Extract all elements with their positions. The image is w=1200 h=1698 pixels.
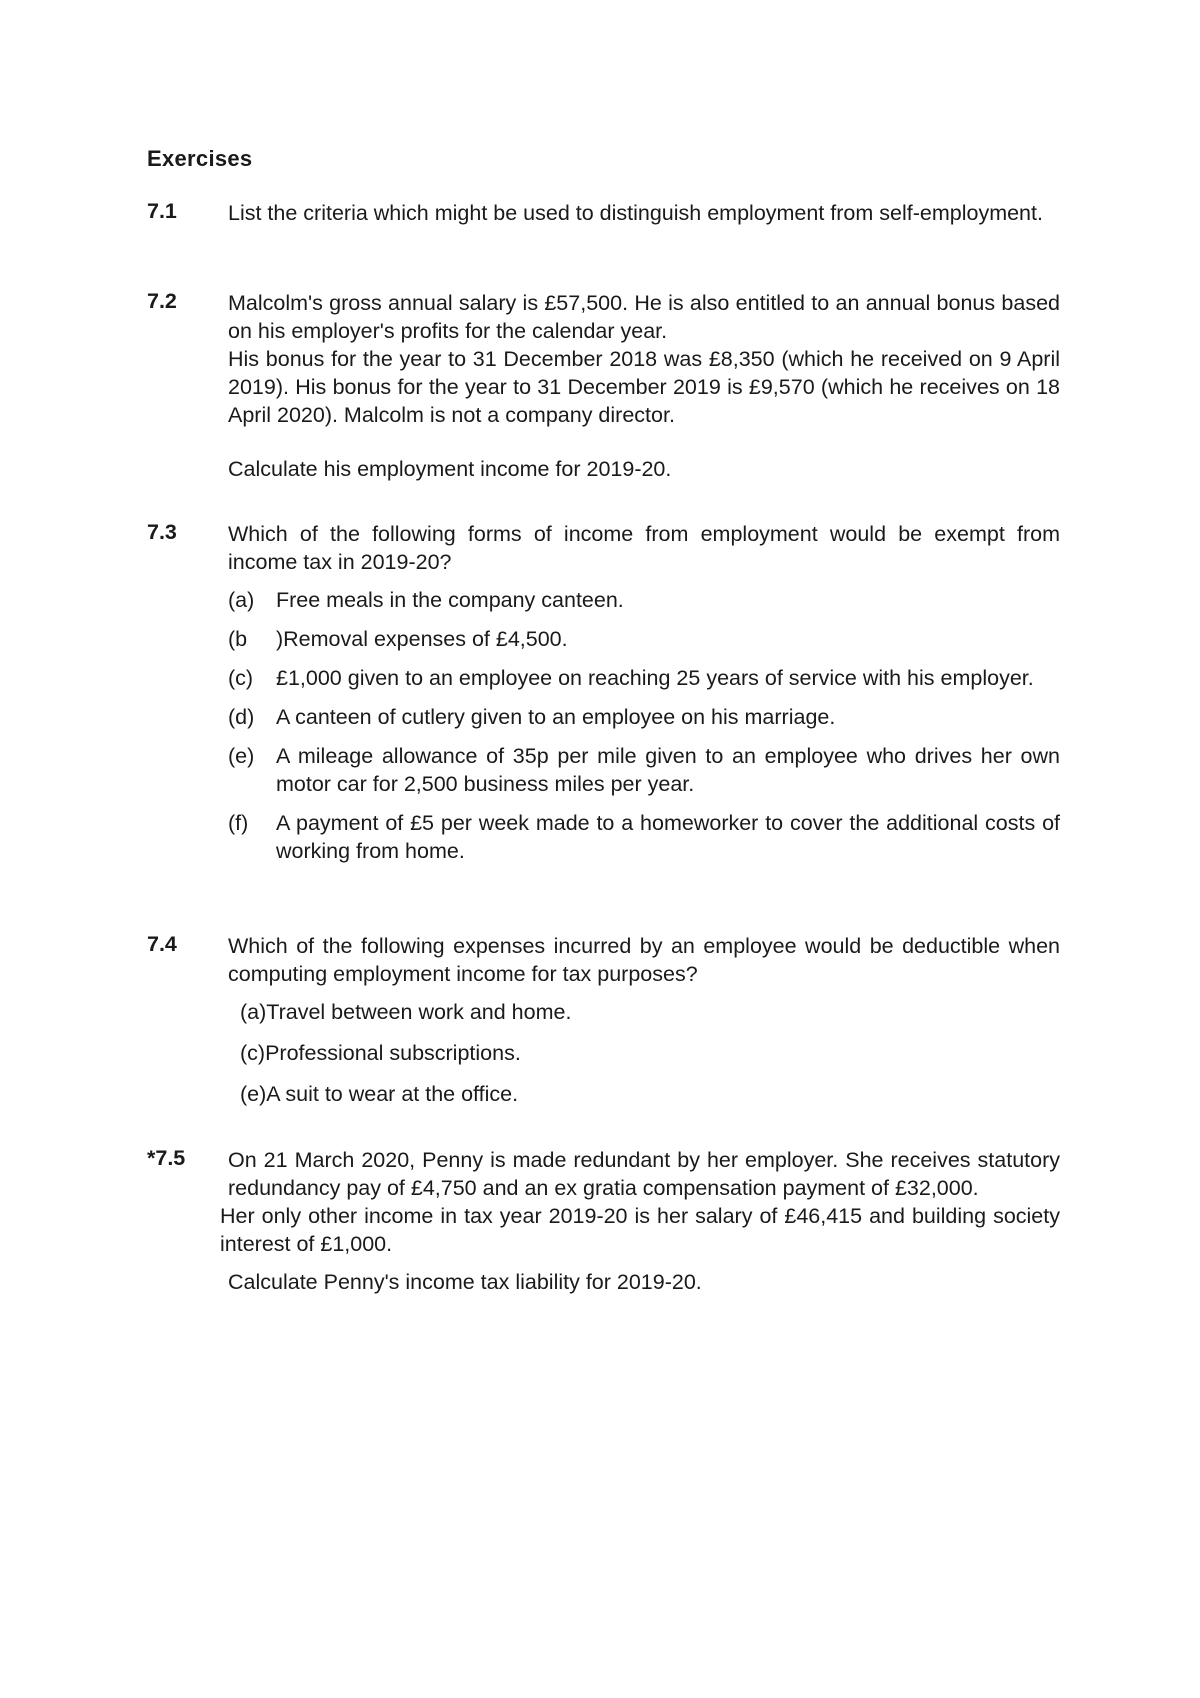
- exercise-body: [220, 1146, 1060, 1296]
- item-label: (d): [228, 705, 255, 729]
- exercise-number: *7.5: [147, 1146, 186, 1170]
- item-text: )Removal expenses of £4,500.: [276, 627, 568, 651]
- list-item: [228, 625, 1060, 653]
- item-label: (e): [228, 744, 255, 768]
- exercise-body: [228, 289, 1060, 483]
- list-item: [228, 586, 1060, 614]
- exercise-body: [228, 520, 1060, 876]
- exercise-paragraph: Which of the following forms of income from employment would be exempt from income tax in 2019-20?: [228, 522, 1060, 574]
- item-label: (c): [228, 666, 254, 690]
- item-label: (f): [228, 811, 249, 835]
- list-item: [228, 703, 1060, 731]
- item-text: A mileage allowance of 35p per mile given to an employee who drives her own motor car for 2,500 business miles per year.: [276, 744, 1060, 796]
- exercise-paragraph: List the criteria which might be used to distinguish employment from self-employment.: [228, 201, 1043, 225]
- item-label: (b: [228, 627, 248, 651]
- exercise-number: 7.2: [147, 289, 177, 313]
- list-item: (c)Professional subscriptions.: [240, 1041, 521, 1065]
- exercise-number: 7.1: [147, 199, 177, 223]
- list-item: [228, 809, 1060, 865]
- list-item: [228, 742, 1060, 798]
- list-item: (e)A suit to wear at the office.: [240, 1082, 519, 1106]
- exercise-paragraph: Malcolm's gross annual salary is £57,500. He is also entitled to an annual bonus based on his employer's profits for the calendar year.: [228, 291, 1060, 343]
- item-text: A canteen of cutlery given to an employee on his marriage.: [276, 705, 836, 729]
- exercise-instruction: Calculate Penny's income tax liability for 2019-20.: [228, 1270, 702, 1294]
- exercise-paragraph: On 21 March 2020, Penny is made redundant by her employer. She receives statutory redundancy pay of £4,750 and an ex gratia compensation payment of £32,000.: [228, 1148, 1060, 1200]
- exercise-paragraph: Which of the following expenses incurred by an employee would be deductible when computing employment income for tax purposes?: [228, 934, 1060, 986]
- item-label: (a): [228, 588, 255, 612]
- page-title: Exercises: [147, 146, 253, 171]
- exercise-number: 7.3: [147, 520, 177, 544]
- exercise-paragraph: Her only other income in tax year 2019-20 is her salary of £46,415 and building society interest of £1,000.: [220, 1204, 1060, 1256]
- exercise-instruction: Calculate his employment income for 2019-20.: [228, 457, 672, 481]
- exercise-body: [228, 199, 1060, 227]
- item-text: A payment of £5 per week made to a homeworker to cover the additional costs of working from home.: [276, 811, 1060, 863]
- item-text: Free meals in the company canteen.: [276, 588, 624, 612]
- exercise-paragraph: His bonus for the year to 31 December 2018 was £8,350 (which he received on 9 April 2019). His bonus for the year to 31 December 2019 is £9,570 (which he receives on 18 April 2020). Malcolm is not a company director.: [228, 347, 1060, 427]
- item-text: £1,000 given to an employee on reaching 25 years of service with his employer.: [276, 666, 1034, 690]
- option-list: [228, 998, 1060, 1108]
- exercise-number: 7.4: [147, 932, 177, 956]
- list-item: [228, 664, 1060, 692]
- list-item: (a)Travel between work and home.: [240, 1000, 572, 1024]
- option-list: [228, 586, 1060, 865]
- exercise-body: [228, 932, 1060, 1121]
